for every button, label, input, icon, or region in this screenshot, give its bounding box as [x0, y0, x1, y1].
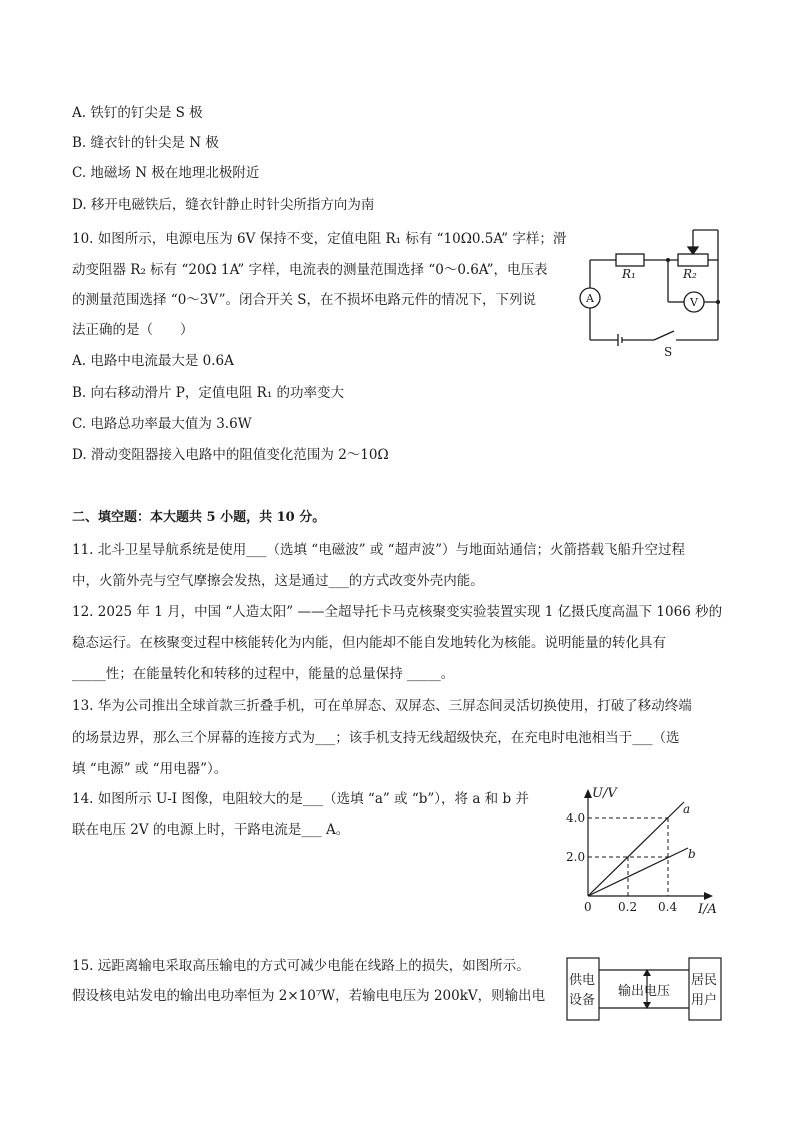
q10-stem-line-2: 动变阻器 R₂ 标有 “20Ω 1A” 字样，电流表的测量范围选择 “0～0.6A”，电压表 [72, 262, 548, 278]
ammeter-label: A [586, 292, 594, 305]
x-tick-02: 0.2 [618, 900, 638, 914]
section-title: 二、填空题：本大题共 5 小题，共 10 分。 [72, 510, 326, 525]
q14-line-2: 联在电压 2V 的电源上时，干路电流是___ A。 [72, 822, 350, 838]
line-a [588, 802, 684, 896]
x-axis-label: I/A [698, 902, 717, 917]
q13-line-1: 13. 华为公司推出全球首款三折叠手机，可在单屏态、双屏态、三屏态间灵活切换使用，打破了移动终端 [72, 698, 692, 714]
q10-circuit-diagram [572, 218, 724, 364]
line-b [588, 848, 688, 896]
output-voltage-label: 输出电压 [618, 984, 671, 999]
supply-label-2: 设备 [569, 993, 596, 1008]
voltmeter-label: V [690, 296, 698, 309]
q9-option-c: C. 地磁场 N 极在地理北极附近 [72, 165, 260, 181]
r2-rheostat [678, 254, 708, 266]
q11-line-1: 11. 北斗卫星导航系统是使用___（选填 “电磁波” 或 “超声波”）与地面站通信；火箭搭载飞船升空过程 [72, 542, 685, 558]
q10-stem-line-3: 的测量范围选择 “0～3V”。闭合开关 S，在不损坏电路元件的情况下，下列说 [72, 292, 537, 308]
supply-label-1: 供电 [569, 973, 596, 988]
user-box [689, 958, 721, 1020]
q9-option-d: D. 移开电磁铁后，缝衣针静止时针尖所指方向为南 [72, 197, 375, 213]
r1-resistor [616, 254, 644, 266]
supply-box [567, 958, 599, 1020]
q12-line-2: 稳态运行。在核聚变过程中核能转化为内能，但内能却不能自发地转化为核能。说明能量的转化具有 [72, 635, 666, 651]
q15-transmission-diagram [565, 956, 723, 1024]
y-axis-label: U/V [592, 786, 617, 801]
switch-label: S [664, 345, 673, 359]
q10-stem-line-4: 法正确的是（ ） [72, 322, 194, 338]
q12-line-3: _____性；在能量转化和转移的过程中，能量的总量保持 _____。 [72, 666, 455, 682]
q12-line-1: 12. 2025 年 1 月，中国 “人造太阳” ——全超导托卡马克核聚变实验装置实现 1 亿摄氏度高温下 1066 秒的 [72, 604, 723, 620]
q14-ui-graph [558, 784, 730, 918]
q10-option-d: D. 滑动变阻器接入电路中的阻值变化范围为 2～10Ω [72, 447, 389, 463]
q13-line-2: 的场景边界，那么三个屏幕的连接方式为___；该手机支持无线超级快充，在充电时电池相当于___（选 [72, 730, 680, 746]
r1-label: R₁ [622, 267, 636, 281]
q13-line-3: 填 “电源” 或 “用电器”）。 [72, 761, 228, 777]
q10-option-c: C. 电路总功率最大值为 3.6W [72, 416, 252, 432]
q9-option-a: A. 铁钉的钉尖是 S 极 [72, 105, 203, 121]
y-tick-2: 2.0 [566, 850, 586, 864]
q15-line-1: 15. 远距离输电采取高压输电的方式可减少电能在线路上的损失，如图所示。 [72, 958, 530, 974]
q10-option-a: A. 电路中电流最大是 0.6A [72, 353, 234, 369]
line-a-label: a [683, 802, 691, 816]
origin-label: 0 [584, 900, 592, 914]
q14-line-1: 14. 如图所示 U-I 图像，电阻较大的是___（选填 “a” 或 “b”），将 a 和 b 并 [72, 791, 529, 807]
line-b-label: b [688, 847, 696, 861]
q10-option-b: B. 向右移动滑片 P，定值电阻 R₁ 的功率变大 [72, 385, 345, 401]
q11-line-2: 中，火箭外壳与空气摩擦会发热，这是通过___的方式改变外壳内能。 [72, 573, 484, 589]
user-label-2: 用户 [691, 993, 718, 1008]
user-label-1: 居民 [691, 973, 718, 988]
x-tick-04: 0.4 [658, 900, 678, 914]
q15-line-2: 假设核电站发电的输出电功率恒为 2×10⁷W，若输电电压为 200kV，则输出电 [72, 988, 546, 1004]
q10-stem-line-1: 10. 如图所示，电源电压为 6V 保持不变，定值电阻 R₁ 标有 “10Ω0.5A” 字样；滑 [72, 231, 567, 247]
y-tick-4: 4.0 [566, 811, 586, 825]
r2-label: R₂ [683, 267, 697, 281]
q9-option-b: B. 缝衣针的针尖是 N 极 [72, 135, 219, 151]
